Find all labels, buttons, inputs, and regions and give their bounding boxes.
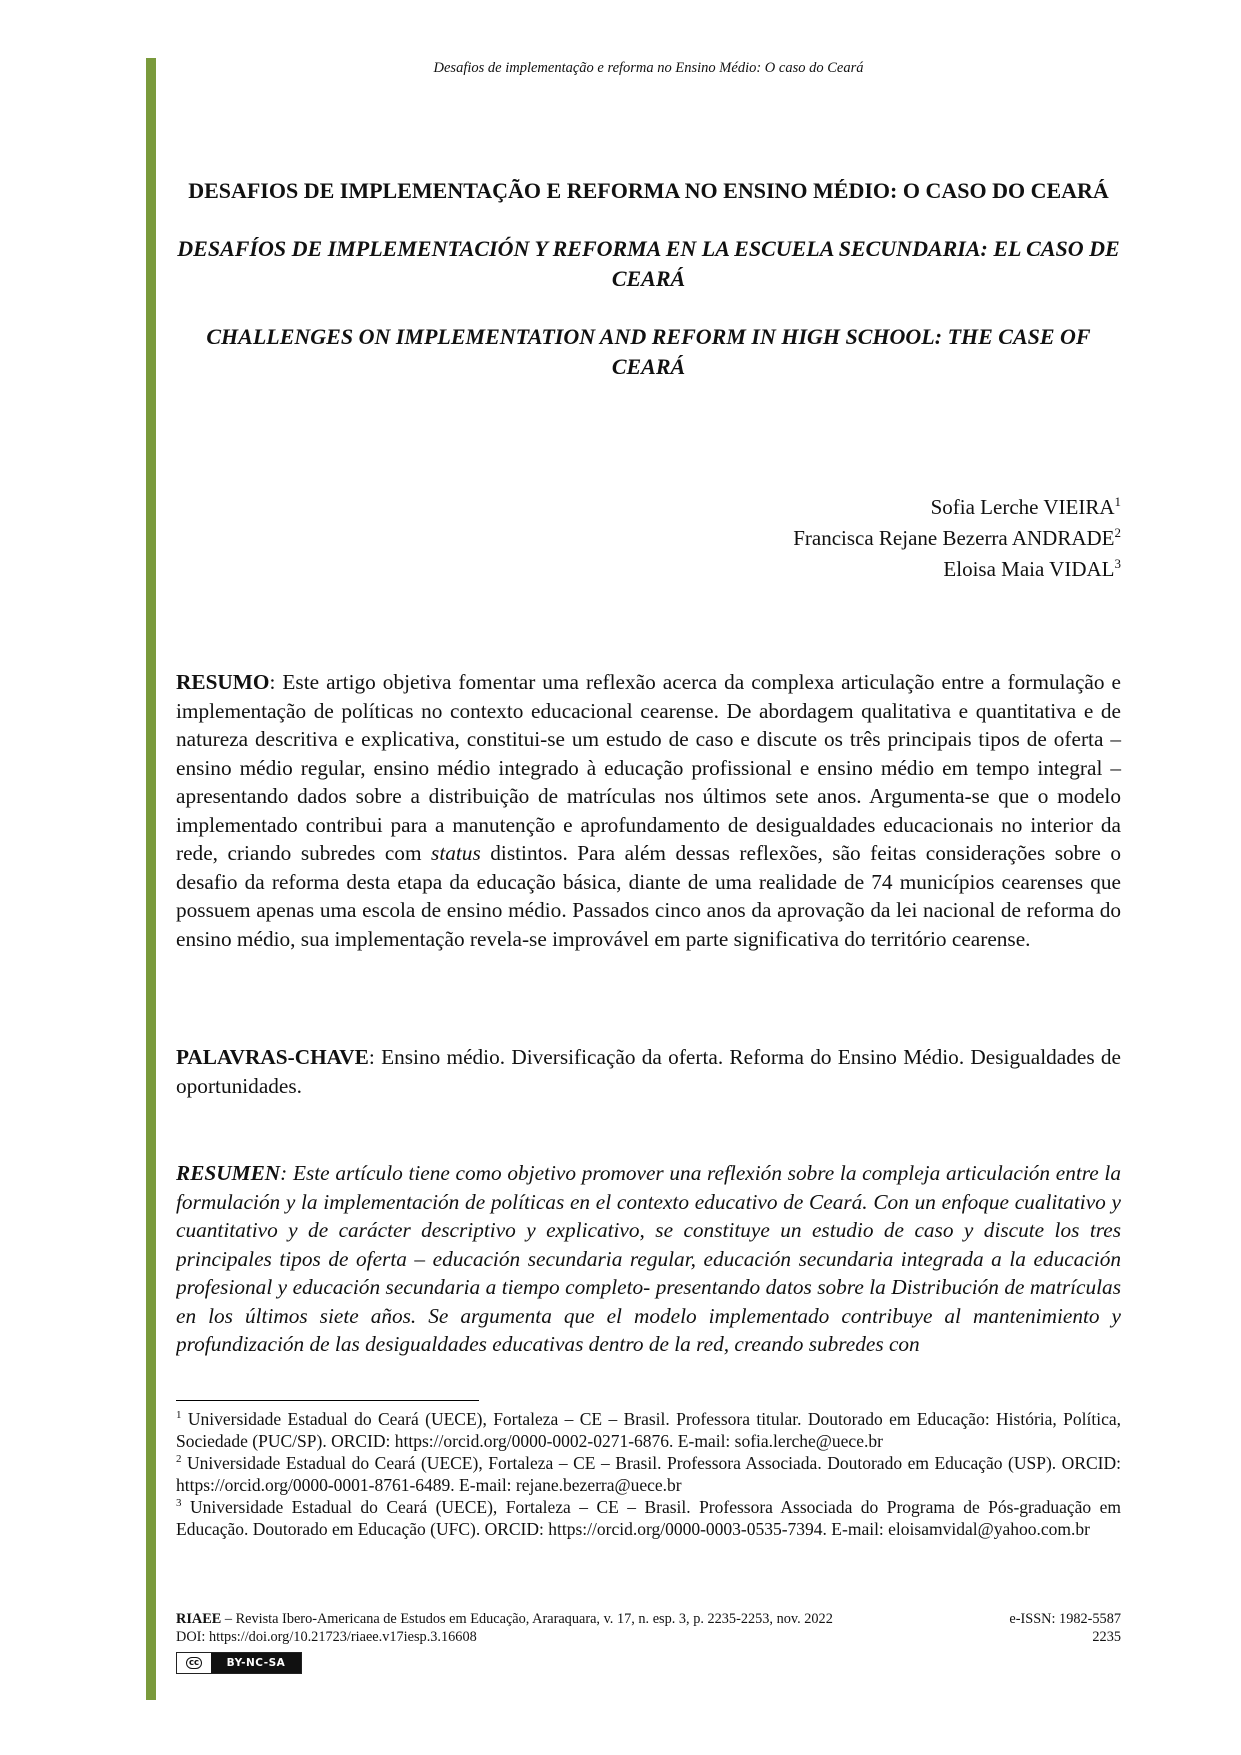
abstract-es-label: RESUMEN xyxy=(176,1161,281,1185)
page-number: 2235 xyxy=(1092,1629,1121,1645)
cc-license-badge[interactable] xyxy=(176,1652,302,1674)
title-es: DESAFÍOS DE IMPLEMENTACIÓN Y REFORMA EN LA ESCUELA SECUNDARIA: EL CASO DE CEARÁ xyxy=(177,236,1120,291)
abstract-pt: RESUMO: Este artigo objetiva fomentar uma reflexão acerca da complexa articulação entre a formulação e implementação de políticas no contexto educacional cearense. De abordagem qualitativa e quantitativa e de natureza descritiva e explicativa, constitui-se um estudo de caso e discute os três principais tipos de oferta – ensino médio regular, ensino médio integrado à educação profissional e ensino médio em tempo integral – apresentando dados sobre a distribuição de matrículas nos últimos sete anos. Argumenta-se que o modelo implementado contribui para a manutenção e aprofundamento de desigualdades educacionais no interior da rede, criando subredes com status distintos. Para além dessas reflexões, são feitas considerações sobre o desafio da reforma desta etapa da educação básica, diante de uma realidade de 74 municípios cearenses que possuem apenas uma escola de ensino médio. Passados cinco anos da aprovação da lei nacional de reforma do ensino médio, sua implementação revela-se improvável em parte significativa do território cearense. xyxy=(176,670,1122,951)
abstract-pt-label: RESUMO xyxy=(176,670,270,694)
title-pt: DESAFIOS DE IMPLEMENTAÇÃO E REFORMA NO ENSINO MÉDIO: O CASO DO CEARÁ xyxy=(188,178,1109,203)
author-3-footnote-mark[interactable]: 3 xyxy=(1114,556,1121,571)
author-2-footnote-mark[interactable]: 2 xyxy=(1114,525,1121,540)
license-label: BY-NC-SA xyxy=(211,1653,301,1673)
author-3: Eloisa Maia VIDAL$^3$ xyxy=(943,556,1121,581)
page-margin-bar xyxy=(146,58,156,1700)
author-2: Francisca Rejane Bezerra ANDRADE$^2$ xyxy=(793,525,1121,550)
footnote-2: $^2$ Universidade Estadual do Ceará (UECE), Fortaleza – CE – Brasil. Professora Associada. Doutorado em Educação (USP). ORCID: https://orcid.org/0000-0001-8761-6489. E-mail: rejane.bezerra@uece.br xyxy=(176,1453,1121,1495)
title-en: CHALLENGES ON IMPLEMENTATION AND REFORM IN HIGH SCHOOL: THE CASE OF CEARÁ xyxy=(206,324,1091,379)
footnotes xyxy=(176,1408,1121,1540)
keywords-pt: PALAVRAS-CHAVE: Ensino médio. Diversificação da oferta. Reforma do Ensino Médio. Desigualdades de oportunidades. xyxy=(176,1045,1121,1098)
abstract-es: RESUMEN: Este artículo tiene como objetivo promover una reflexión sobre la compleja articulación entre la formulación y la implementación de políticas en el contexto educativo de Ceará. Con un enfoque cualitativo y cuantitativo y de carácter descriptivo y explicativo, se constituye un estudio de caso y discute los tres principales tipos de oferta – educación secundaria regular, educación secundaria integrada a la educación profesional y educación secundaria a tiempo completo- presentando datos sobre la Distribución de matrículas en los últimos siete años. Se argumenta que el modelo implementado contribuye al mantenimiento y profundización de las desigualdades educativas dentro de la red, creando subredes con xyxy=(176,1161,1121,1356)
author-1: Sofia Lerche VIEIRA$^1$ xyxy=(930,494,1121,519)
footnote-divider xyxy=(176,1400,479,1401)
page-footer xyxy=(176,1610,1121,1646)
footnote-1: $^1$ Universidade Estadual do Ceará (UECE), Fortaleza – CE – Brasil. Professora titular. Doutorado em Educação: História, Política, Sociedade (PUC/SP). ORCID: https://orcid.org/0000-0002-0271-6876. E-mail: sofia.lerche@uece.br xyxy=(176,1409,1121,1451)
author-1-footnote-mark[interactable]: 1 xyxy=(1114,494,1121,509)
author-list xyxy=(793,492,1121,585)
title-block xyxy=(176,176,1121,410)
footnote-3: $^3$ Universidade Estadual do Ceará (UECE), Fortaleza – CE – Brasil. Professora Associada do Programa de Pós-graduação em Educação. Doutorado em Educação (UFC). ORCID: https://orcid.org/0000-0003-0535-7394. E-mail: eloisamvidal@yahoo.com.br xyxy=(176,1497,1121,1539)
running-head: Desafios de implementação e reforma no Ensino Médio: O caso do Ceará xyxy=(433,60,864,76)
keywords-pt-label: PALAVRAS-CHAVE xyxy=(176,1045,369,1069)
issn: e-ISSN: 1982-5587 xyxy=(1009,1611,1121,1627)
journal-citation: RIAEE – Revista Ibero-Americana de Estudos em Educação, Araraquara, v. 17, n. esp. 3, p. 2235-2253, nov. 2022 xyxy=(176,1611,833,1627)
doi-link[interactable]: DOI: https://doi.org/10.21723/riaee.v17iesp.3.16608 xyxy=(176,1629,477,1645)
creative-commons-icon: cc xyxy=(177,1653,211,1673)
